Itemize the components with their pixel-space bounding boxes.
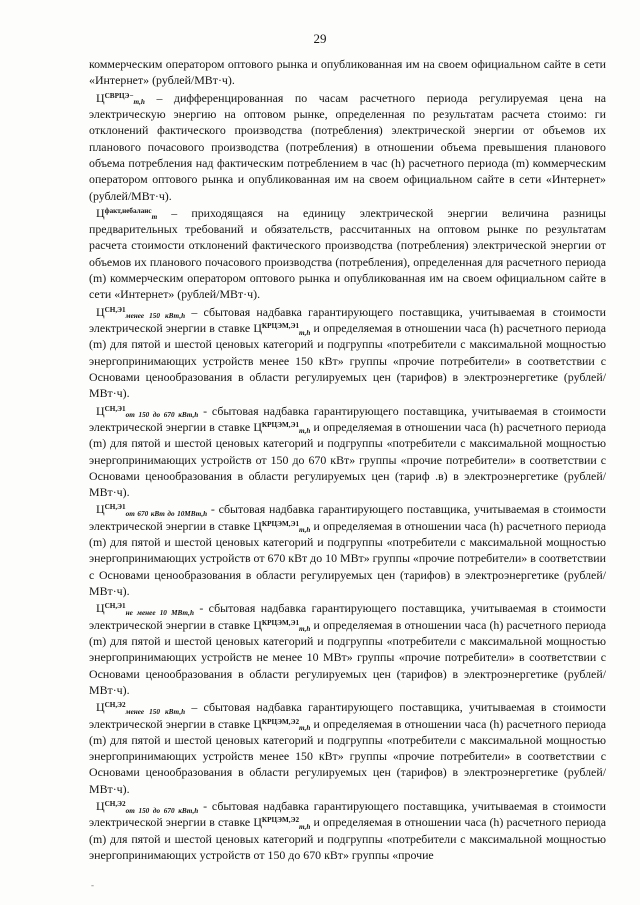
formula-subscript-text: от 670 кВт до 10МВт,h: [125, 509, 208, 518]
formula-superscript: СН,Э1: [104, 305, 126, 314]
formula-subscript-text: m,h: [299, 526, 311, 535]
paragraph-text: и определяемая в отношении часа (h) расчетного периода (m) для пятой и шестой ценовых категорий и подгруппы «потребители с максимальной мощностью энергопринимающих устройств от 150 до 670 кВт» группы «прочие потребители» в соответствии с Основами ценообразования в области регулируемых цен (тариф .в) в электроэнергетике (рублей/МВт·ч).: [89, 419, 606, 500]
paragraph-p1: [89, 90, 606, 204]
paragraph-text: - сбытовая надбавка гарантирующего поставщика, учитываемая в стоимости электрической энергии в ставке: [89, 799, 607, 830]
formula-symbol: Ц: [253, 419, 262, 434]
formula-subscript: [126, 708, 185, 716]
formula-superscript: КРЦЭМ,Э1: [261, 322, 300, 331]
formula-subscript-text: менее 150 кВт,h: [125, 312, 186, 321]
formula-symbol: Ц: [96, 700, 105, 715]
document-body: [89, 56, 606, 864]
formula-superscript: СН,Э1: [104, 503, 126, 512]
formula-superscript: СН,Э2: [104, 800, 126, 809]
formula-subscript: [134, 98, 145, 106]
paragraph-text: – сбытовая надбавка гарантирующего поставщика, учитываемая в стоимости электрической энергии в ставке: [89, 304, 607, 335]
paragraph-text: коммерческим оператором оптового рынка и опубликованная им на своем официальном сайте в сети «Интернет» (рублей/МВт·ч).: [89, 57, 606, 88]
formula-subscript: [299, 823, 310, 831]
paragraph-p8: [89, 798, 606, 863]
paragraph-text: - сбытовая надбавка гарантирующего поставщика, учитываемая в стоимости электрической энергии в ставке: [89, 403, 607, 434]
formula-subscript: [299, 625, 310, 633]
formula-superscript: СН,Э1: [104, 602, 126, 611]
paragraph-p2: [89, 205, 606, 303]
formula-subscript: [126, 312, 185, 320]
paragraph-p7: [89, 699, 606, 797]
paragraph-text: – сбытовая надбавка гарантирующего поставщика, учитываемая в стоимости электрической энергии в ставке: [89, 700, 607, 731]
formula-subscript: [299, 526, 310, 534]
formula-subscript-text: m,h: [299, 822, 311, 831]
paragraph-text: и определяемая в отношении часа (h) расчетного периода (m) для пятой и шестой ценовых категорий и подгруппы «потребители с максимальной мощностью энергопринимающих устройств менее 150 кВт» группы «прочие потребители» в соответствии с Основами ценообразования в области регулируемых цен (тарифов) в электроэнергетике (рублей/МВт·ч).: [89, 716, 606, 796]
formula-superscript: СН,Э2: [104, 701, 126, 710]
formula-subscript-text: m,h: [299, 724, 311, 733]
formula-symbol: Ц: [96, 205, 105, 220]
paragraph-p0: [89, 56, 606, 89]
formula-symbol: Ц: [96, 403, 105, 418]
paragraph-p6: [89, 600, 606, 698]
paragraph-text: – приходящаяся на единицу электрической энергии величина разницы предварительных требований и обязательств, рассчитанных на оптовом рынке по результатам расчета стоимости отклонений фактического производства (потребления) электрической энергии от объемов их планового почасового производства (потребления), определенная для расчетного периода (m) коммерческим оператором оптового рынка и опубликованная им на своем официальном сайте в сети «Интернет» (рублей/МВт·ч).: [89, 205, 606, 302]
paragraph-p3: [89, 304, 606, 402]
formula-superscript: КРЦЭМ,Э2: [261, 816, 300, 825]
formula-subscript-text: m: [151, 213, 158, 222]
paragraph-text: и определяемая в отношении часа (h) расчетного периода (m) для пятой и шестой ценовых категорий и подгруппы «потребители с максимальной мощностью энергопринимающих устройств менее 150 кВт» группы «прочие потребители» в соответствии с Основами ценообразования в области регулируемых цен (тарифов) в электроэнергетике (рублей/МВт·ч).: [89, 321, 606, 401]
formula-subscript-text: от 150 до 670 кВт,h: [125, 411, 199, 420]
formula-symbol: Ц: [96, 601, 105, 616]
formula-subscript-text: m,h: [299, 427, 311, 436]
formula-symbol: Ц: [96, 799, 105, 814]
paragraph-p5: [89, 501, 606, 599]
formula-subscript-text: не менее 10 МВт,h: [125, 608, 194, 617]
formula-subscript: [126, 510, 208, 518]
formula-subscript: [299, 427, 310, 435]
formula-symbol: Ц: [96, 502, 105, 517]
formula-symbol: Ц: [253, 716, 262, 731]
formula-superscript: КРЦЭМ,Э1: [261, 618, 300, 627]
formula-symbol: Ц: [253, 518, 262, 533]
paragraph-text: и определяемая в отношении часа (h) расчетного периода (m) для пятой и шестой ценовых категорий и подгруппы «потребители с максимальной мощностью энергопринимающих устройств от 670 кВт до 10 МВт» группы «прочие потребители» в соответствии с Основами ценообразования в области регулируемых цен (тарифов) в электроэнергетике (рублей/МВт·ч).: [89, 518, 607, 598]
paragraph-text: - сбытовая надбавка гарантирующего поставщика, учитываемая в стоимости электрической энергии в ставке: [89, 601, 606, 632]
formula-subscript-text: m,h: [299, 625, 311, 634]
formula-subscript-text: m,h: [133, 98, 145, 107]
formula-superscript: КРЦЭМ,Э1: [261, 519, 300, 528]
formula-superscript: СН,Э1: [104, 404, 126, 413]
paragraph-text: – дифференцированная по часам расчетного периода регулируемая цена на электрическую энергию на оптовом рынке, определенная по результатам расчета стоимо: ги отклонений фактического производства (потребления) электрической энергии от объемов их планового почасового производства (потребления) в отношении объема превышения планового объема потребления над фактическим потреблением в час (h) расчетного периода (m) коммерческим оператором оптового рынка и опубликованная им на своем официальном сайте в сети «Интернет» (рублей/МВт·ч).: [89, 90, 606, 203]
formula-symbol: Ц: [96, 90, 105, 105]
formula-subscript: [299, 724, 310, 732]
formula-symbol: Ц: [96, 304, 105, 319]
scan-artifact-mark: -: [91, 880, 94, 890]
formula-symbol: Ц: [253, 321, 262, 335]
formula-subscript: [126, 609, 194, 617]
formula-subscript-text: m,h: [299, 328, 311, 337]
formula-symbol: Ц: [253, 815, 262, 830]
formula-subscript: [152, 213, 158, 221]
paragraph-text: и определяемая в отношении часа (h) расчетного периода (m) для пятой и шестой ценовых категорий и подгруппы «потребители с максимальной мощностью энергопринимающих устройств не менее 10 МВт» группы «прочие потребители» в соответствии с Основами ценообразования в области регулируемых цен (тарифов) в электроэнергетике (рублей/МВт·ч).: [89, 617, 606, 697]
paragraph-text: - сбытовая надбавка гарантирующего поставщика, учитываемая в стоимости электрической энергии в ставке: [89, 502, 607, 533]
formula-superscript: КРЦЭМ,Э2: [261, 717, 300, 726]
page-number: 29: [313, 31, 327, 46]
formula-superscript: факт,небаланс: [104, 206, 152, 215]
formula-subscript-text: менее 150 кВт,h: [125, 707, 186, 716]
formula-superscript: СВРЦЭ−: [104, 91, 134, 100]
formula-superscript: КРЦЭМ,Э1: [261, 420, 300, 429]
formula-subscript: [126, 807, 199, 815]
formula-subscript: [299, 329, 310, 337]
paragraph-p4: [89, 403, 606, 501]
formula-subscript-text: от 150 до 670 кВт,h: [125, 806, 199, 815]
paragraph-text: и определяемая в отношении часа (h) расчетного периода (m) для пятой и шестой ценовых категорий и подгруппы «потребители с максимальной мощностью энергопринимающих устройств от 150 до 670 кВт» группы «прочие: [89, 815, 606, 862]
formula-symbol: Ц: [253, 617, 262, 632]
formula-subscript: [126, 411, 199, 419]
